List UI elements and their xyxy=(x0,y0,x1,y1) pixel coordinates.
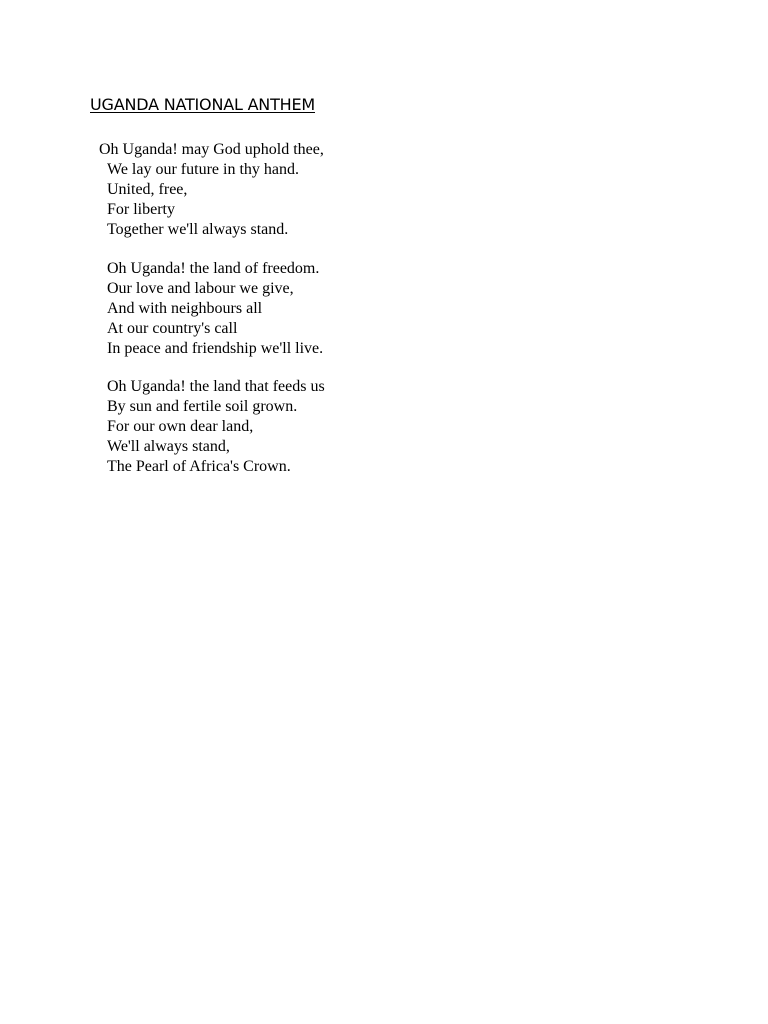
stanza-1 xyxy=(99,140,324,240)
stanza-line: Oh Uganda! the land that feeds us xyxy=(107,378,325,395)
stanza-line: Oh Uganda! the land of freedom. xyxy=(107,260,320,277)
stanza-line: United, free, xyxy=(107,181,188,198)
stanza-line: Our love and labour we give, xyxy=(107,280,294,297)
stanza-line: And with neighbours all xyxy=(107,300,263,317)
document-title: UGANDA NATIONAL ANTHEM xyxy=(90,95,315,114)
stanza-line: By sun and fertile soil grown. xyxy=(107,398,298,415)
stanza-line: For liberty xyxy=(107,201,175,218)
stanza-line: At our country's call xyxy=(107,320,238,337)
stanza-line: For our own dear land, xyxy=(107,418,254,435)
stanza-line: Oh Uganda! may God uphold thee, xyxy=(99,141,324,158)
stanza-line: Together we'll always stand. xyxy=(107,221,289,238)
stanza-2 xyxy=(107,259,323,359)
stanza-line: We'll always stand, xyxy=(107,438,230,455)
stanza-line: We lay our future in thy hand. xyxy=(107,161,299,178)
stanza-line: In peace and friendship we'll live. xyxy=(107,340,324,357)
stanza-3 xyxy=(107,377,325,477)
stanza-line: The Pearl of Africa's Crown. xyxy=(107,458,291,475)
